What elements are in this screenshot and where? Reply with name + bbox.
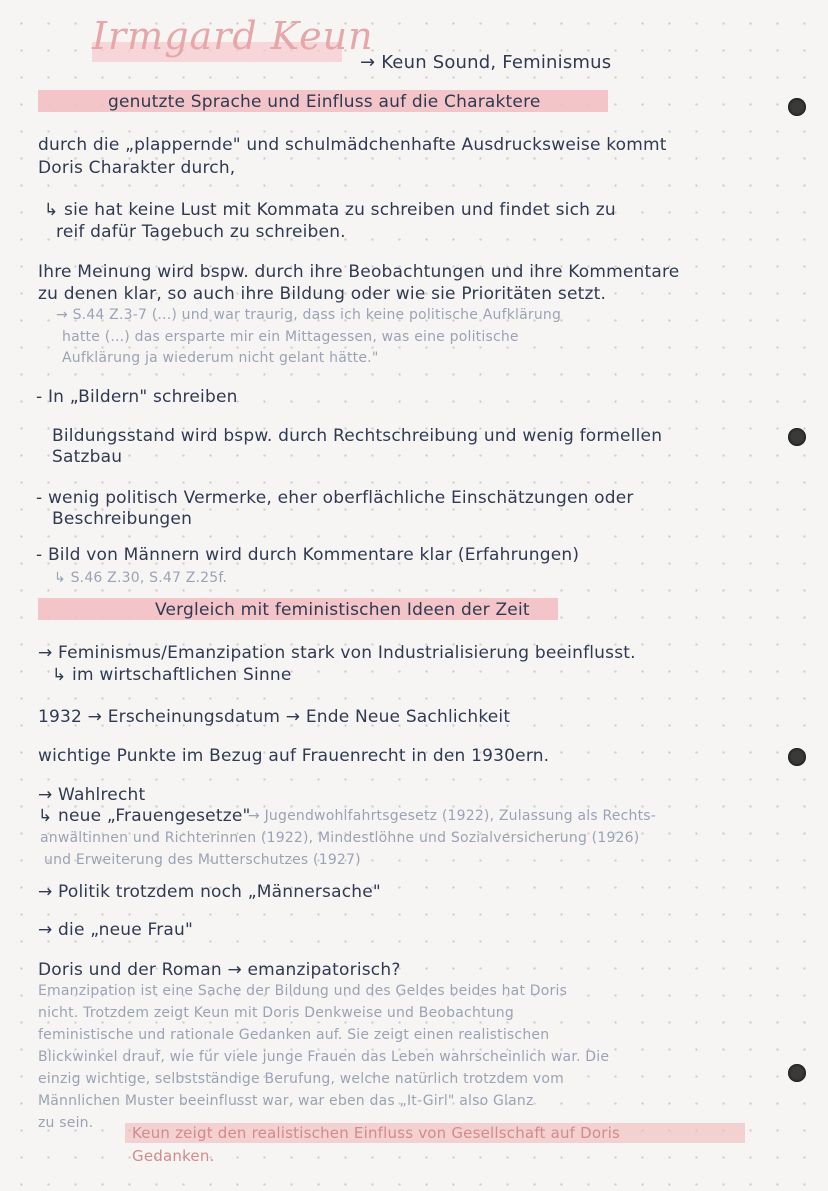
conclusion-line: Keun zeigt den realistischen Einfluss von Gesellschaft auf Doris <box>132 1124 621 1142</box>
paragraph-line: zu sein. <box>38 1115 94 1131</box>
paragraph-line: Blickwinkel drauf, wie für viele junge Frauen das Leben wahrscheinlich war. Die <box>38 1049 610 1065</box>
paragraph-line: nicht. Trotzdem zeigt Keun mit Doris Denkweise und Beobachtung <box>38 1005 514 1021</box>
text-line: Beschreibungen <box>52 509 193 529</box>
text-line: Satzbau <box>52 447 123 467</box>
text-line: - wenig politisch Vermerke, eher oberflächliche Einschätzungen oder <box>36 488 634 508</box>
text-line: zu denen klar, so auch ihre Bildung oder wie sie Prioritäten setzt. <box>38 284 607 304</box>
text-line: - In „Bildern" schreiben <box>36 387 238 407</box>
text-line: 1932 → Erscheinungsdatum → Ende Neue Sachlichkeit <box>38 707 511 727</box>
quote-line: hatte (...) das ersparte mir ein Mittagessen, was eine politische <box>62 329 519 345</box>
text-line: → Politik trotzdem noch „Männersache" <box>38 882 381 902</box>
text-line: → die „neue Frau" <box>38 920 194 940</box>
section-heading: Vergleich mit feministischen Ideen der Zeit <box>155 600 530 620</box>
punch-hole <box>788 428 806 446</box>
punch-hole <box>788 98 806 116</box>
quote-line: anwältinnen und Richterinnen (1922), Mindestlöhne und Sozialversicherung (1926) <box>40 830 640 846</box>
text-line: Bildungsstand wird bspw. durch Rechtschreibung und wenig formellen <box>52 426 663 446</box>
text-line: Doris und der Roman → emanzipatorisch? <box>38 960 401 980</box>
text-line: ↳ neue „Frauengesetze" <box>38 806 251 826</box>
quote-line: → Jugendwohlfahrtsgesetz (1922), Zulassung als Rechts- <box>248 808 657 824</box>
page-title: Irmgard Keun <box>92 14 374 58</box>
text-line: wichtige Punkte im Bezug auf Frauenrecht in den 1930ern. <box>38 746 550 766</box>
text-line: ↳ sie hat keine Lust mit Kommata zu schreiben und findet sich zu <box>44 200 616 220</box>
reference-line: ↳ S.46 Z.30, S.47 Z.25f. <box>54 570 228 586</box>
paragraph-line: einzig wichtige, selbstständige Berufung, welche natürlich trotzdem vom <box>38 1071 564 1087</box>
text-line: → Feminismus/Emanzipation stark von Industrialisierung beeinflusst. <box>38 643 636 663</box>
conclusion-line: Gedanken. <box>132 1147 215 1165</box>
title-suffix: → Keun Sound, Feminismus <box>360 52 612 73</box>
quote-line: und Erweiterung des Mutterschutzes (1927) <box>44 852 361 868</box>
quote-line: Aufklärung ja wiederum nicht gelant hätte." <box>62 350 379 366</box>
text-line: ↳ im wirtschaftlichen Sinne <box>52 665 292 685</box>
section-heading: genutzte Sprache und Einfluss auf die Charaktere <box>108 92 541 112</box>
punch-hole <box>788 748 806 766</box>
text-line: - Bild von Männern wird durch Kommentare klar (Erfahrungen) <box>36 545 580 565</box>
text-line: → Wahlrecht <box>38 785 146 805</box>
text-line: Doris Charakter durch, <box>38 158 236 178</box>
paragraph-line: Männlichen Muster beeinflusst war, war eben das „It-Girl" also Glanz <box>38 1093 534 1109</box>
text-line: durch die „plappernde" und schulmädchenhafte Ausdrucksweise kommt <box>38 135 667 155</box>
paragraph-line: Emanzipation ist eine Sache der Bildung und des Geldes beides hat Doris <box>38 983 568 999</box>
paragraph-line: feministische und rationale Gedanken auf. Sie zeigt einen realistischen <box>38 1027 550 1043</box>
text-line: Ihre Meinung wird bspw. durch ihre Beobachtungen und ihre Kommentare <box>38 262 680 282</box>
quote-line: → S.44 Z.3-7 (...) und war traurig, dass ich keine politische Aufklärung <box>56 307 562 323</box>
punch-hole <box>788 1064 806 1082</box>
text-line: reif dafür Tagebuch zu schreiben. <box>56 222 346 242</box>
